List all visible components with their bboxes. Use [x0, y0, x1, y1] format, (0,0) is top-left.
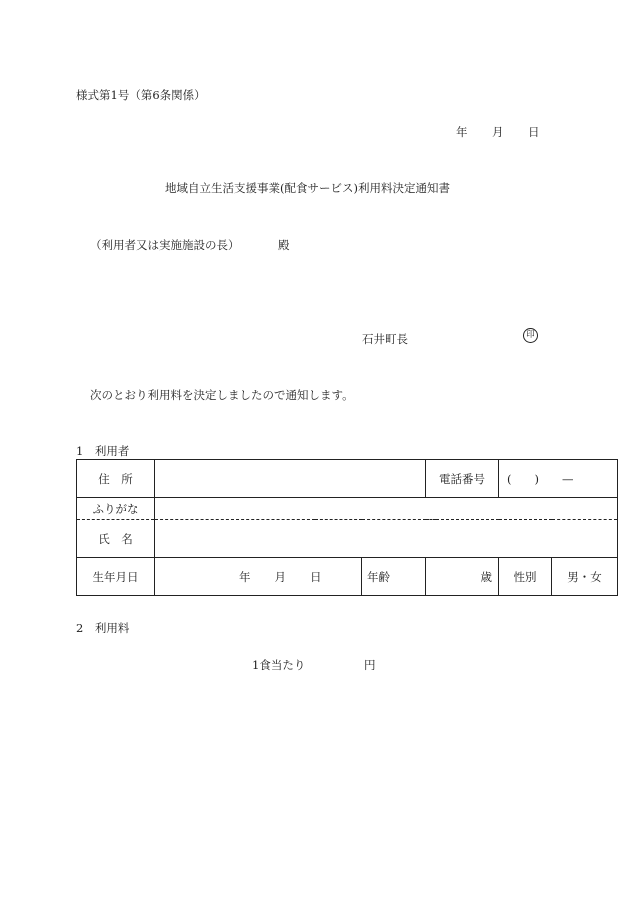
address-row: [77, 460, 618, 498]
document-title: 地域自立生活支援事業(配食サービス)利用料決定通知書: [165, 181, 450, 195]
birth-day-label: 日: [310, 569, 322, 584]
user-info-table: [76, 459, 618, 596]
birth-year-label: 年: [239, 569, 251, 584]
address-label: 住 所: [77, 460, 155, 498]
address-field[interactable]: [155, 460, 426, 498]
section-1-heading: 1 利用者: [76, 444, 130, 458]
date-month-label: 月: [492, 125, 504, 139]
birthdate-label: 生年月日: [77, 558, 155, 596]
sex-label: 性別: [499, 558, 552, 596]
birthdate-field[interactable]: [155, 558, 362, 596]
birth-month-label: 月: [274, 569, 286, 584]
age-field[interactable]: [426, 558, 499, 596]
notice-body-text: 次のとおり利用料を決定しましたので通知します。: [90, 388, 354, 402]
name-row: [77, 520, 618, 558]
date-day-label: 日: [528, 125, 540, 139]
date-year-label: 年: [456, 125, 468, 139]
seal-icon: 印: [523, 328, 538, 343]
age-unit: 歳: [480, 569, 493, 584]
sex-options[interactable]: 男・女: [552, 558, 618, 596]
addressee-label: （利用者又は実施施設の長）: [90, 238, 240, 252]
issuer-name: 石井町長: [362, 332, 408, 346]
name-field[interactable]: [155, 520, 618, 558]
currency-label: 円: [364, 658, 376, 672]
furigana-row: [77, 498, 618, 520]
birthdate-row: [77, 558, 618, 596]
phone-field[interactable]: ( ) —: [499, 460, 618, 498]
form-number: 様式第1号（第6条関係）: [76, 88, 206, 102]
furigana-field[interactable]: [155, 498, 618, 520]
name-label: 氏 名: [77, 520, 155, 558]
addressee-honorific: 殿: [278, 238, 290, 252]
per-meal-label: 1食当たり: [252, 658, 306, 672]
age-label: 年齢: [362, 558, 426, 596]
phone-label: 電話番号: [426, 460, 499, 498]
section-2-heading: 2 利用料: [76, 621, 130, 635]
furigana-label: ふりがな: [77, 498, 155, 520]
